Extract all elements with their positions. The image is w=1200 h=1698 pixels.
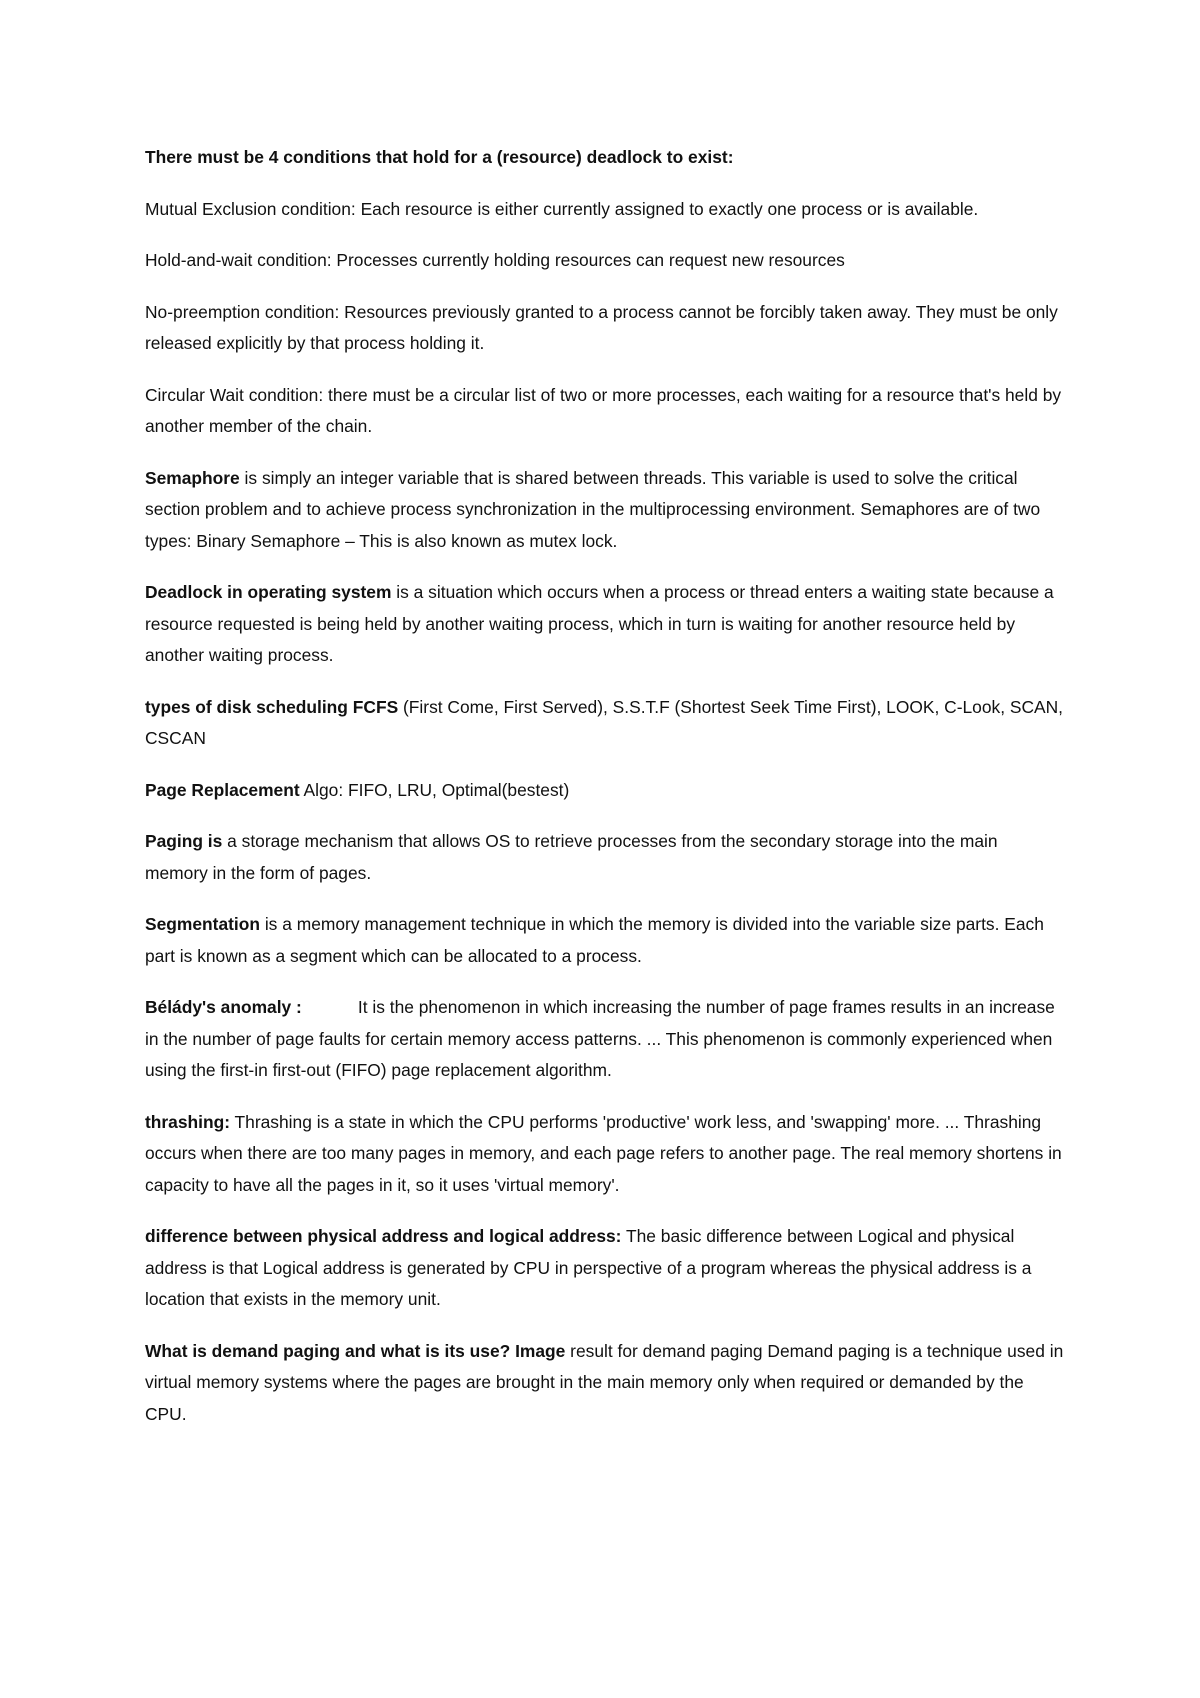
- term-demand-paging: What is demand paging and what is its use? Image: [145, 1340, 566, 1361]
- text-segmentation: is a memory management technique in which the memory is divided into the variable size parts. Each part is known as a segment which can be allocated to a process.: [145, 914, 1044, 966]
- condition-no-preemption: No-preemption condition: Resources previously granted to a process cannot be forcibly taken away. They must be only released explicitly by that process holding it.: [145, 301, 1058, 353]
- text-thrashing: Thrashing is a state in which the CPU performs 'productive' work less, and 'swapping' more. ... Thrashing occurs when there are too many pages in memory, and each page refers to another page. The real memory shortens in capacity to have all the pages in it, so it uses 'virtual memory'.: [145, 1111, 1062, 1195]
- definition-beladys-anomaly: [145, 992, 1065, 1087]
- condition-hold-and-wait: Hold-and-wait condition: Processes currently holding resources can request new resources: [145, 250, 845, 270]
- text-page-replacement: Algo: FIFO, LRU, Optimal(bestest): [299, 779, 570, 800]
- term-address-difference: difference between physical address and logical address:: [145, 1226, 622, 1246]
- definition-demand-paging: [145, 1336, 1065, 1431]
- term-thrashing: thrashing:: [145, 1111, 231, 1132]
- definition-address-difference: [145, 1221, 1065, 1316]
- document-page: [145, 142, 1065, 1450]
- term-segmentation: Segmentation: [145, 914, 260, 934]
- condition-circular-wait: Circular Wait condition: there must be a circular list of two or more processes, each waiting for a resource that's held by another member of the chain.: [145, 384, 1062, 436]
- term-page-replacement: Page Replacement: [145, 779, 300, 800]
- definition-page-replacement: [145, 775, 1065, 807]
- term-semaphore: Semaphore: [145, 467, 240, 488]
- term-paging: Paging is: [145, 831, 223, 851]
- definition-disk-scheduling: [145, 692, 1065, 755]
- condition-mutual-exclusion: Mutual Exclusion condition: Each resource is either currently assigned to exactly one process or is available.: [145, 198, 979, 219]
- definition-segmentation: [145, 909, 1065, 972]
- term-disk-scheduling: types of disk scheduling FCFS: [145, 696, 399, 717]
- text-beladys-anomaly: It is the phenomenon in which increasing the number of page frames results in an increase in the number of page faults for certain memory access patterns. ... This phenomenon is commonly experienced when using the first-in first-out (FIFO) page replacement algorithm.: [145, 997, 1055, 1080]
- text-demand-paging: result for demand paging Demand paging is a technique used in virtual memory systems where the pages are brought in the main memory only when required or demanded by the CPU.: [145, 1340, 1064, 1424]
- definition-semaphore: [145, 463, 1065, 558]
- text-deadlock: is a situation which occurs when a process or thread enters a waiting state because a resource requested is being held by another waiting process, which in turn is waiting for another resource held by another waiting process.: [145, 582, 1054, 665]
- text-paging: a storage mechanism that allows OS to retrieve processes from the secondary storage into the main memory in the form of pages.: [145, 831, 998, 883]
- term-beladys-anomaly: Bélády's anomaly :: [145, 997, 302, 1017]
- text-disk-scheduling: (First Come, First Served), S.S.T.F (Shortest Seek Time First), LOOK, C-Look, SCAN, CSCAN: [145, 696, 1064, 748]
- text-semaphore: is simply an integer variable that is shared between threads. This variable is used to solve the critical section problem and to achieve process synchronization in the multiprocessing environment. Semaphores are of two types: Binary Semaphore – This is also known as mutex lock.: [145, 467, 1041, 551]
- deadlock-conditions-heading: There must be 4 conditions that hold for a (resource) deadlock to exist:: [145, 147, 734, 167]
- text-address-difference: The basic difference between Logical and physical address is that Logical address is generated by CPU in perspective of a program whereas the physical address is a location that exists in the memory unit.: [145, 1226, 1032, 1309]
- term-deadlock: Deadlock in operating system: [145, 582, 392, 602]
- definition-thrashing: [145, 1107, 1065, 1202]
- definition-deadlock: [145, 577, 1065, 672]
- definition-paging: [145, 826, 1065, 889]
